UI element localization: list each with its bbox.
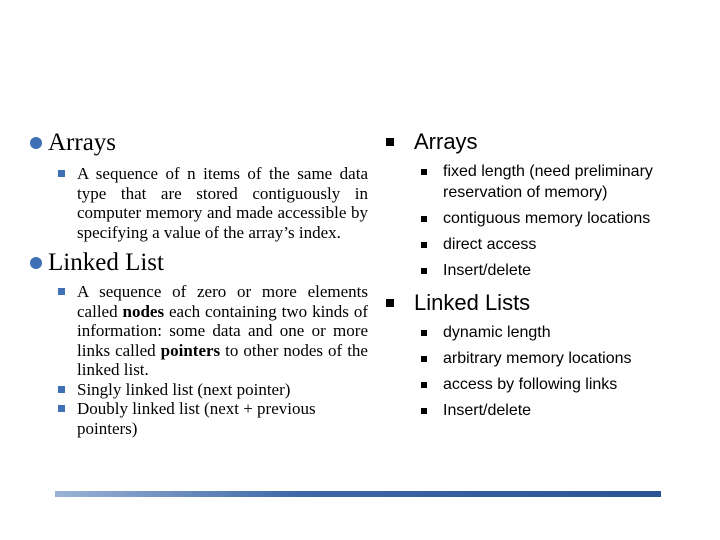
right-linked-title: Linked Lists [414, 290, 531, 315]
right-arrays-title: Arrays [414, 129, 478, 154]
bullet-square-icon [58, 288, 65, 295]
linked-list-title: Linked List [48, 249, 164, 276]
bullet-square-icon [421, 408, 427, 414]
bottom-divider-bar [55, 491, 661, 497]
linked-list-description-text [77, 282, 368, 380]
bullet-square-icon [421, 382, 427, 388]
list-item-text: Insert/delete [443, 262, 532, 279]
list-item [421, 161, 701, 203]
list-item [421, 322, 701, 343]
bullet-square-icon [58, 170, 65, 177]
pointers-term: pointers [160, 340, 221, 360]
desc-part: to other nodes of the linked list. [77, 340, 368, 379]
right-column [386, 128, 701, 421]
list-item [421, 234, 701, 255]
bullet-square-icon [421, 216, 427, 222]
doubly-linked-item [58, 399, 368, 438]
bullet-circle-icon [30, 137, 42, 149]
list-item [421, 400, 701, 421]
arrays-heading [30, 128, 368, 158]
list-item-text: fixed length (need preliminary reservation of memory) [443, 163, 653, 201]
list-item [421, 374, 701, 395]
bullet-square-icon [58, 386, 65, 393]
list-item-text: arbitrary memory locations [443, 350, 632, 367]
singly-linked-text: Singly linked list (next pointer) [77, 379, 291, 399]
doubly-linked-text: Doubly linked list (next + previous pointers) [77, 399, 316, 438]
bullet-square-icon [386, 138, 394, 146]
list-item [421, 208, 701, 229]
list-item-text: direct access [443, 236, 537, 253]
linked-list-heading [30, 248, 368, 278]
nodes-term: nodes [122, 301, 165, 321]
arrays-title: Arrays [48, 129, 117, 156]
right-arrays-heading [386, 128, 701, 156]
arrays-description-text: A sequence of n items of the same data type that are stored contiguously in computer memory and made accessible by specifying a value of the array’s index. [77, 164, 368, 242]
bullet-circle-icon [30, 257, 42, 269]
desc-part: each containing two kinds of information: some data and one or more links called [77, 301, 368, 360]
bullet-square-icon [421, 169, 427, 175]
bullet-square-icon [421, 356, 427, 362]
list-item-text: dynamic length [443, 324, 551, 341]
singly-linked-item [58, 380, 368, 400]
list-item-text: access by following links [443, 376, 618, 393]
list-item [421, 348, 701, 369]
right-linked-heading [386, 289, 701, 317]
linked-list-description [58, 282, 368, 380]
bullet-square-icon [421, 242, 427, 248]
bullet-square-icon [386, 299, 394, 307]
left-column [30, 128, 368, 438]
list-item-text: Insert/delete [443, 402, 532, 419]
list-item-text: contiguous memory locations [443, 210, 651, 227]
bullet-square-icon [421, 268, 427, 274]
desc-part: A sequence of zero or more elements called [77, 282, 368, 321]
bullet-square-icon [421, 330, 427, 336]
list-item [421, 260, 701, 281]
arrays-description [58, 164, 368, 242]
bullet-square-icon [58, 405, 65, 412]
